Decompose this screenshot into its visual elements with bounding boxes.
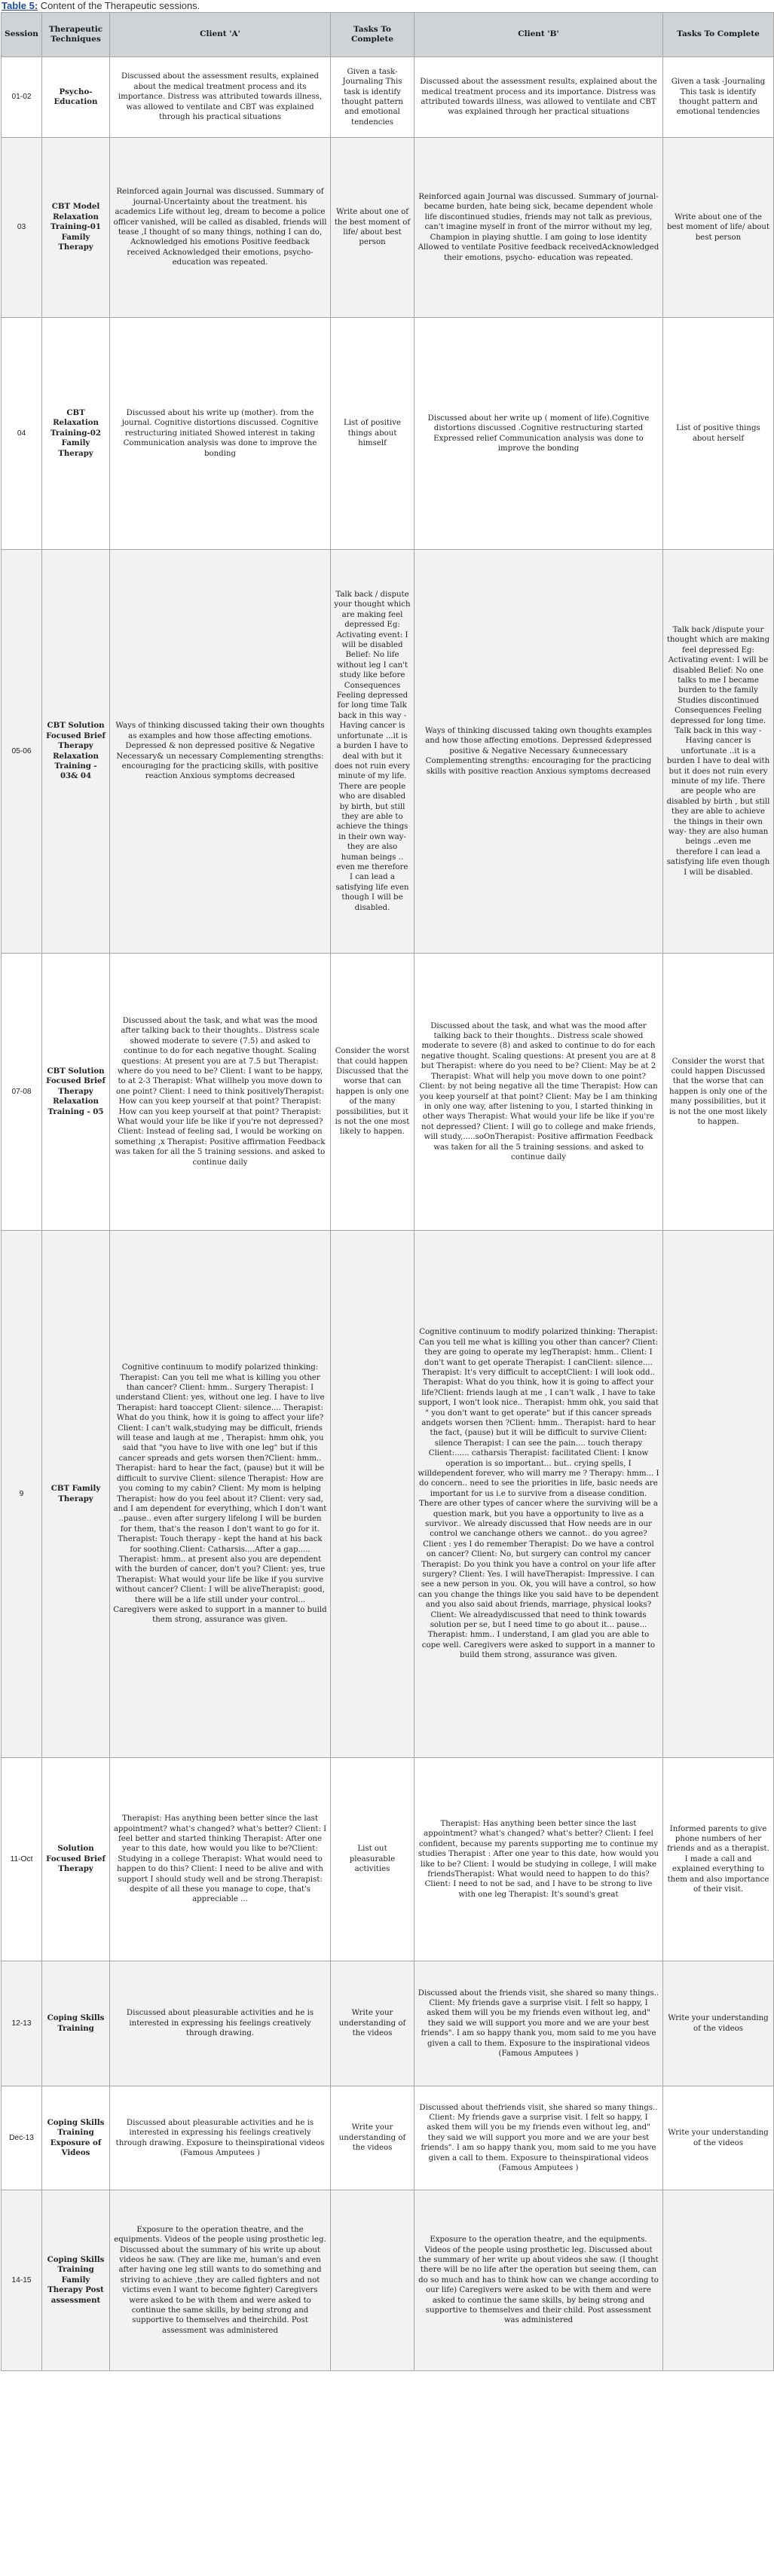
tasks-a-cell — [331, 1231, 415, 1758]
tasks-a-cell: Consider the worst that could happen Discussed that the worse that can happen is only one of the many possibilities, but it is not the one most likely to happen. — [331, 954, 415, 1231]
table-row — [2, 2086, 774, 2190]
table-row — [2, 1758, 774, 1961]
client-a-cell: Ways of thinking discussed taking their own thoughts as examples and how those affecting emotions. Depressed & non depressed positive & Negative Necessary& un necessary Complementing strengths: encouraging for the practicing skills, with positive reaction Anxious symptoms decreased — [110, 550, 331, 954]
tasks-b-cell: Talk back /dispute your thought which are making feel depressed Eg: Activating event: I will be disabled Belief: No one talks to me I became burden to the family Studies discontinued Consequences Feeling depressed for long time. Talk back in this way - Having cancer is unfortunate ..it is a burden I have to deal with but it does not ruin every minute of my life. There are people who are disabled by birth , but still they are able to achieve the things in their own way- they are also human beings ..even me therefore I can lead a satisfying life even though I will be disabled. — [663, 550, 774, 954]
table-caption-label[interactable]: Table 5: — [2, 0, 38, 11]
tasks-b-cell: Write your understanding of the videos — [663, 2086, 774, 2190]
client-b-cell: Discussed about the task, and what was the mood after talking back to their thoughts.. Distress scale showed moderate to severe (8) and asked to continue to do for each negative thought. Scaling questions: At present you are at 8 but Therapist: where do you need to be? Client: May be at 2 Therapist: What will help you move down to one point? Client: by not being negative all the time Therapist: How can you keep yourself at that point? Client: May be I am thinking in only one way, after listening to you, I started thinking in other ways Therapist: What would your life be like if you're not depressed? Client: I will go to college and make friends, will study,.....soOnTherapist: Positive affirmation Feedback was taken for all the 5 training sessions. and asked to continue daily — [415, 954, 663, 1231]
client-a-cell: Exposure to the operation theatre, and the equipments. Videos of the people using prosthetic leg. Discussed about the summary of his write up about videos he saw. (They are like me, human's and even after having one leg still wants to do something and striving to achieve ,they are called fighters and not victims even I want to become fighter) Caregivers were asked to be with them and were asked to continue the same skills, by being strong and supportive to themselves and theirchild. Post assessment was administered — [110, 2190, 331, 2371]
client-b-cell: Discussed about her write up ( moment of life).Cognitive distortions discussed .Cognitive restructuring started Expressed relief Communication analysis was done to improve the bonding — [415, 318, 663, 550]
header-tasks-b: Tasks To Complete — [663, 13, 774, 57]
client-b-cell: Therapist: Has anything been better since the last appointment? what's changed? what's better? Client: I feel confident, because my parents supporting me to continue my studies Therapist : After one year to this date, how would you like to be? Client: I would be studying in college, I will make friendsTherapist: What would need to happen to do this? Client: I need to not be sad, and I have to be strong to live with one leg Therapist: It's sound's great — [415, 1758, 663, 1961]
technique-cell: Solution Focused Brief Therapy — [42, 1758, 110, 1961]
session-cell: 01-02 — [2, 57, 42, 138]
header-session: Session — [2, 13, 42, 57]
technique-cell: CBT Solution Focused Brief Therapy Relaxation Training - 05 — [42, 954, 110, 1231]
header-client-b: Client 'B' — [415, 13, 663, 57]
table-row — [2, 954, 774, 1231]
tasks-a-cell: Write your understanding of the videos — [331, 1961, 415, 2086]
table-row — [2, 318, 774, 550]
tasks-b-cell: Write your understanding of the videos — [663, 1961, 774, 2086]
session-cell: 11-Oct — [2, 1758, 42, 1961]
client-a-cell: Discussed about his write up (mother). from the journal. Cognitive distortions discussed. Cognitive restructuring initiated Showed interest in taking Communication analysis was done to improve the bonding — [110, 318, 331, 550]
tasks-b-cell: Write about one of the best moment of life/ about best person — [663, 138, 774, 318]
session-cell: 07-08 — [2, 954, 42, 1231]
table-row — [2, 138, 774, 318]
tasks-a-cell — [331, 2190, 415, 2371]
table-row — [2, 1231, 774, 1758]
tasks-a-cell: Talk back / dispute your thought which are making feel depressed Eg: Activating event: I will be disabled Belief: No life without leg I can't study like before Consequences Feeling depressed for long time Talk back in this way - Having cancer is unfortunate ...it is a burden I have to deal with but it does not ruin every minute of my life. There are people who are disabled by birth, but still they are able to achieve the things in their own way- they are also human beings .. even me therefore I can lead a satisfying life even though I will be disabled. — [331, 550, 415, 954]
session-cell: 05-06 — [2, 550, 42, 954]
client-b-cell: Discussed about the friends visit, she shared so many things.. Client: My friends gave a surprise visit. I felt so happy, I asked them will you be my friends even without leg, and" they said we will support you more and we are your best friends". I am so happy thank you, mom said to me you have given a call to them. Exposure to the inspirational videos (Famous Amputees ) — [415, 1961, 663, 2086]
tasks-a-cell: Given a task-Journaling This task is identify thought pattern and emotional tendencies — [331, 57, 415, 138]
client-a-cell: Reinforced again Journal was discussed. Summary of journal-Uncertainty about the treatment. his academics Life without leg, dream to become a police officer vanished, will be called as disabled, friends will tease ,I thought of so many things, nothing I can do, Acknowledged his emotions Positive feedback received Acknowledged their emotions, psycho- education was repeated. — [110, 138, 331, 318]
client-a-cell: Discussed about the task, and what was the mood after talking back to their thoughts.. Distress scale showed moderate to severe (7.5) and asked to continue to do for each negative thought. Scaling questions: At present you are at 7.5 but Therapist: where do you need to be? Client: I want to be happy, to at 2-3 Therapist: What willhelp you move down to one point? Client: I need to think positivelyTherapist: How can you keep yourself at that point? Therapist: How can you keep yourself at that point? Therapist: What would your life be like if you're not depressed? Client: Instead of feeling sad, I would be working on something ,x Therapist: Positive affirmation Feedback was taken for all the 5 training sessions. and asked to continue daily — [110, 954, 331, 1231]
technique-cell: CBT Relaxation Training-02 Family Therapy — [42, 318, 110, 550]
client-a-cell: Discussed about pleasurable activities and he is interested in expressing his feelings creatively through drawing. Exposure to theinspirational videos (Famous Amputees ) — [110, 2086, 331, 2190]
table-row — [2, 550, 774, 954]
technique-cell: CBT Model Relaxation Training-01 Family Therapy — [42, 138, 110, 318]
session-cell: 12-13 — [2, 1961, 42, 2086]
table-row — [2, 57, 774, 138]
tasks-b-cell — [663, 2190, 774, 2371]
table-row — [2, 1961, 774, 2086]
session-cell: 03 — [2, 138, 42, 318]
session-cell: 04 — [2, 318, 42, 550]
tasks-a-cell: List out pleasurable activities — [331, 1758, 415, 1961]
header-client-a: Client 'A' — [110, 13, 331, 57]
table-caption — [0, 0, 774, 12]
client-b-cell: Ways of thinking discussed taking own thoughts examples and how those affecting emotions. Depressed &depressed positive & Negative Necessary &unnecessary Complementing strengths: encouraging for the practicing skills with positive reaction Anxious symptoms decreased — [415, 550, 663, 954]
header-techniques: Therapeutic Techniques — [42, 13, 110, 57]
tasks-b-cell: Informed parents to give phone numbers of her friends and as a therapist. I made a call and explained everything to them and also importance of their visit. — [663, 1758, 774, 1961]
client-a-cell: Cognitive continuum to modify polarized thinking: Therapist: Can you tell me what is killing you other than cancer? Client: hmm.. Surgery Therapist: I understand Client: yes, without one leg. I have to live Therapist: hard toaccept Client: silence.... Therapist: What do you think, how it is going to affect your life? Client: I can't walk,studying may be difficult, friends will tease and laugh at me , Therapist: hmm ohk, you said that "you have to live with one leg" but if this cancer spreads and gets worsen then?Client: hmm.. Therapist: hard to hear the fact, (pause) but it will be difficult to survive Client: silence Therapist: How are you coming to my cabin? Client: My mom is helping Therapist: how do you feel about it? Client: very sad, and I am dependent for everything, which I don't want ..pause.. even after surgery lifelong I will be burden for them, that's the reason I don't want to go for it. Therapist: Touch therapy - kept the hand at his back for soothing.Client: Catharsis....After a gap..... Therapist: hmm.. at present also you are dependent with the burden of cancer, don't you? Client: yes, true Therapist: What would your life be like if you survive without cancer? Client: I will be aliveTherapist: good, there will be a life still under your control... Caregivers were asked to support in a manner to build them strong, assurance was given. — [110, 1231, 331, 1758]
client-a-cell: Therapist: Has anything been better since the last appointment? what's changed? what's better? Client: I feel better and started thinking Therapist: After one year to this date, how would you like to be?Client: Studying in a college Therapist: What would need to happen to do this? Client: I need to be alive and with support I should study well and be strong.Therapist: despite of all these you manage to cope, that's appreciable ... — [110, 1758, 331, 1961]
client-a-cell: Discussed about the assessment results, explained about the medical treatment process and its importance. Distress was attributed towards illness, was allowed to ventilate and CBT was explained through his practical situations — [110, 57, 331, 138]
tasks-b-cell: Given a task -Journaling This task is identify thought pattern and emotional tendencies — [663, 57, 774, 138]
session-cell: 9 — [2, 1231, 42, 1758]
tasks-a-cell: Write your understanding of the videos — [331, 2086, 415, 2190]
table-caption-text: Content of the Therapeutic sessions. — [38, 0, 200, 11]
session-cell: Dec-13 — [2, 2086, 42, 2190]
technique-cell: CBT Family Therapy — [42, 1231, 110, 1758]
tasks-a-cell: List of positive things about himself — [331, 318, 415, 550]
header-tasks-a: Tasks To Complete — [331, 13, 415, 57]
technique-cell: CBT Solution Focused Brief Therapy Relaxation Training - 03& 04 — [42, 550, 110, 954]
client-b-cell: Discussed about thefriends visit, she shared so many things.. Client: My friends gave a surprise visit. I felt so happy, I asked them will you be my friends even without leg, and" they said we will support you more and we are your best friends". I am so happy thank you, mom said to me you have given a call to them. Exposure to theinspirational videos (Famous Amputees ) — [415, 2086, 663, 2190]
technique-cell: Coping Skills Training Exposure of Videos — [42, 2086, 110, 2190]
client-b-cell: Discussed about the assessment results, explained about the medical treatment process and its importance. Distress was attributed towards illness, was allowed to ventilate and CBT was explained through her practical situations — [415, 57, 663, 138]
sessions-table — [1, 12, 774, 2371]
technique-cell: Coping Skills Training — [42, 1961, 110, 2086]
client-a-cell: Discussed about pleasurable activities and he is interested in expressing his feelings creatively through drawing. — [110, 1961, 331, 2086]
client-b-cell: Exposure to the operation theatre, and the equipments. Videos of the people using prosthetic leg. Discussed about the summary of her write up about videos she saw. (I thought there will be no life after the operation but seeing them, can do so much and has to think how can we change according to our life) Caregivers were asked to be with them and were asked to continue the same skills, by being strong and supportive to themselves and their child. Post assessment was administered — [415, 2190, 663, 2371]
client-b-cell: Cognitive continuum to modify polarized thinking: Therapist: Can you tell me what is killing you other than cancer? Client: they are going to operate my legTherapist: hmm.. Client: I don't want to get operate Therapist: I canClient: silence.... Therapist: It's very difficult to acceptClient: I will look odd.. Therapist: What do you think, how it is going to affect your life?Client: friends laugh at me , I can't walk , I have to take support, I won't look nice.. Therapist: hmm ohk, you said that " you don't want to get operate" but if this cancer spreads andgets worsen then ?Client: hmm.. Therapist: hard to hear the fact, (pause) but it will be difficult to survive Client: silence Therapist: I can see the pain.... touch therapy Client:...... catharsis Therapist: facilitated Client: I know operation is so important... but.. crying spells, I willdependent forever, who will marry me ? Therapy: hmm... I do concern.. need to see the priorities in life, basic needs are important for us i.e to survive from a disease condition. There are other types of cancer where the surviving will be a question mark, but you have a opportunity to live as a survivor.. We already discussed that How needs are in our control we canchange others we cannot.. do you agree? Client : yes I do remember Therapist: Do we have a control on cancer? Client: No, but surgery can control my cancer Therapist: Do you think you have a control on your life after surgery? Client: Yes. I will haveTherapist: Impressive. I can see a new person in you. Ok, you will have a control, so how can you change the things like you said have to be dependent and you also said about friends, marriage, physical looks? Client: We alreadydiscussed that need to think towards solution per se, but I need time to go about it... pause... Therapist: hmm.. I understand, I am glad you are able to cope well. Caregivers were asked to support in a manner to build them strong, assurance was given. — [415, 1231, 663, 1758]
session-cell: 14-15 — [2, 2190, 42, 2371]
tasks-b-cell — [663, 1231, 774, 1758]
tasks-b-cell: List of positive things about herself — [663, 318, 774, 550]
technique-cell: Coping Skills Training Family Therapy Post assessment — [42, 2190, 110, 2371]
client-b-cell: Reinforced again Journal was discussed. Summary of journal-became burden, hate being sick, became dependent whole life discontinued studies, friends may not talk as previous, can't imagine myself in front of the mirror without my leg, Champion in playing shuttle. I am going to lose identity Allowed to ventilate Positive feedback receivedAcknowledged their emotions, psycho- education was repeated. — [415, 138, 663, 318]
table-header-row — [2, 13, 774, 57]
table-row — [2, 2190, 774, 2371]
tasks-a-cell: Write about one of the best moment of life/ about best person — [331, 138, 415, 318]
tasks-b-cell: Consider the worst that could happen Discussed that the worse that can happen is only one of the many possibilities, but it is not the one most likely to happen. — [663, 954, 774, 1231]
technique-cell: Psycho-Education — [42, 57, 110, 138]
